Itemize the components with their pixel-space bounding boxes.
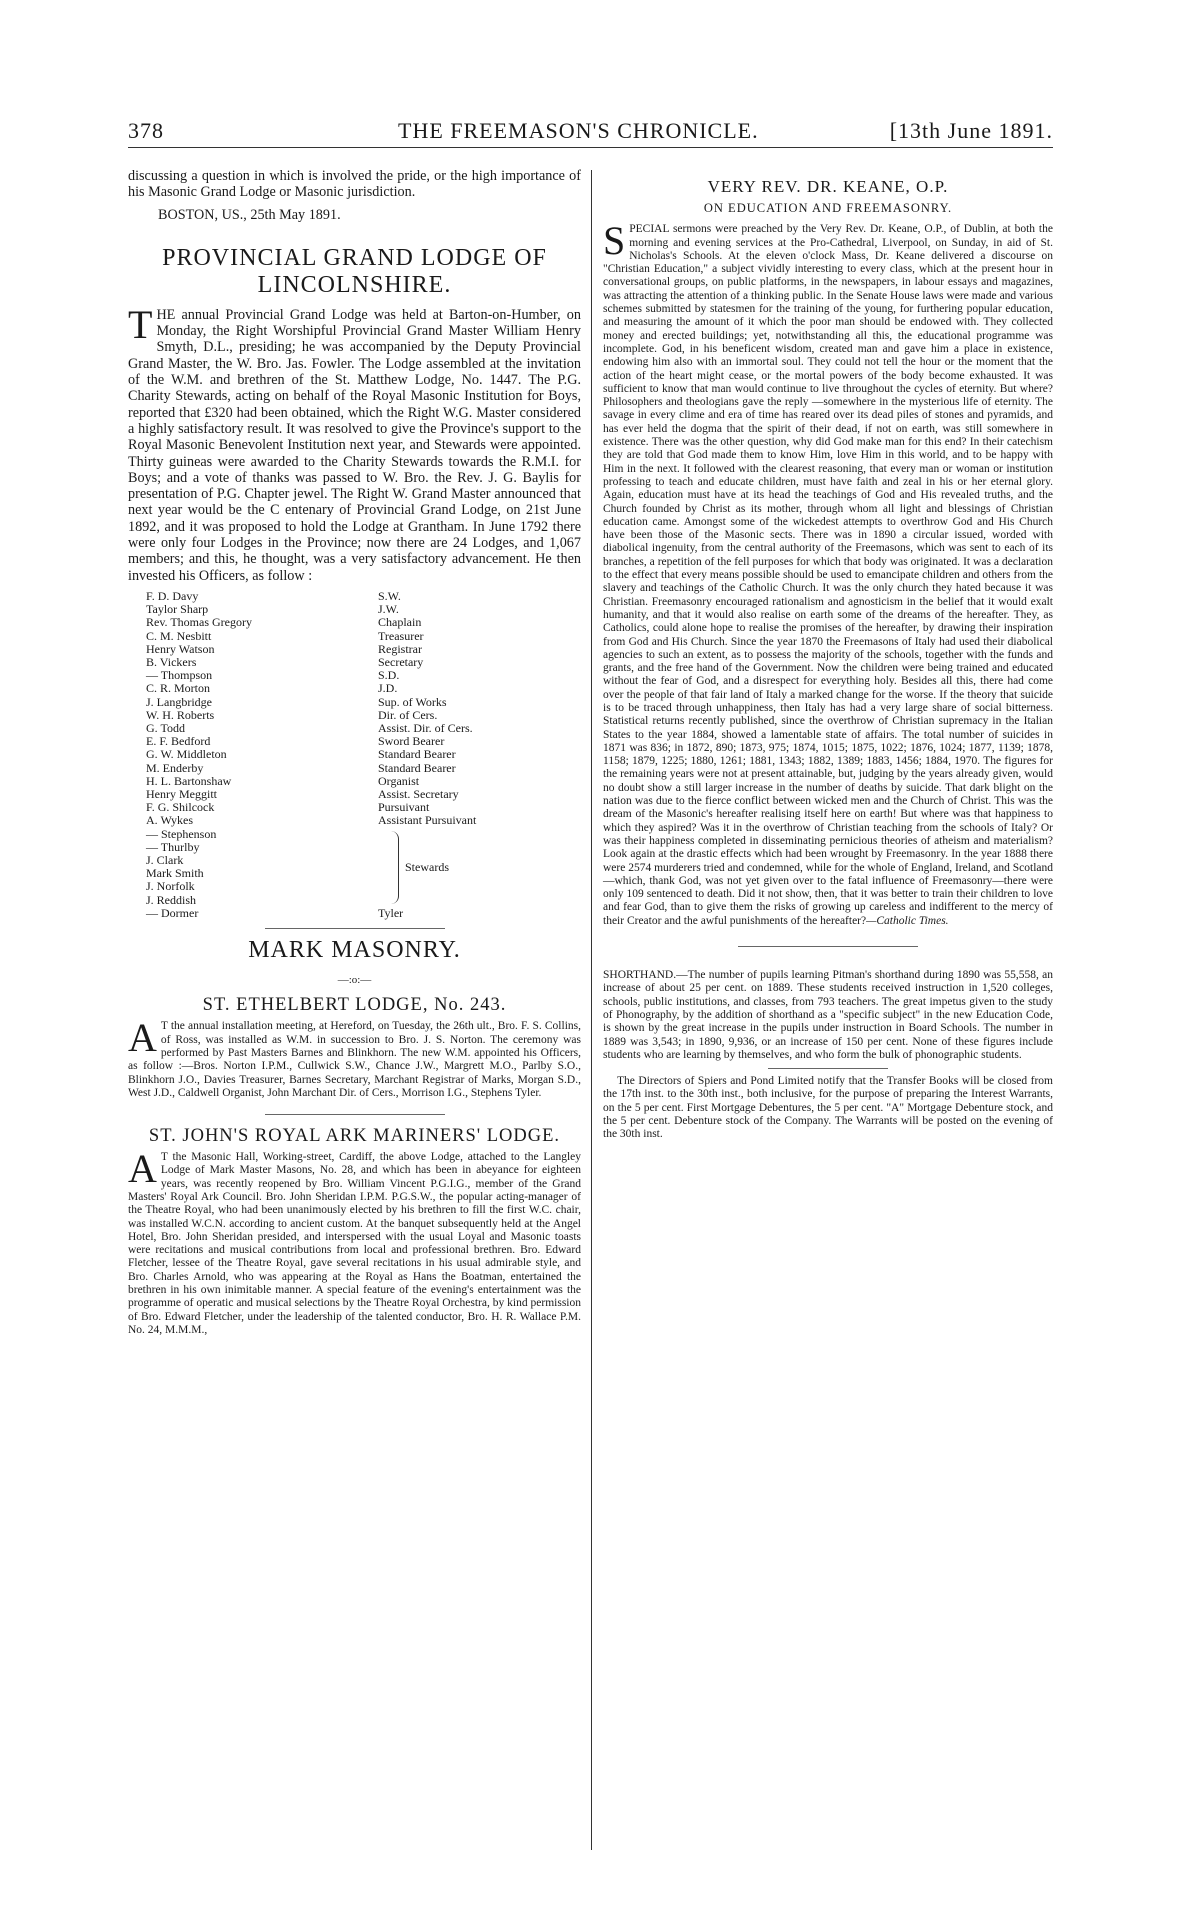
- officer-row: [146, 801, 581, 814]
- steward-name: J. Clark: [146, 853, 184, 867]
- officer-office: Organist: [378, 773, 420, 788]
- officer-office: Treasurer: [378, 628, 424, 643]
- officers-list: [146, 590, 581, 920]
- officer-office: Standard Bearer: [378, 747, 456, 762]
- officer-office: Tyler: [378, 905, 404, 920]
- officer-office: Dir. of Cers.: [378, 707, 438, 722]
- ethelbert-article: [128, 1015, 581, 1100]
- dropcap: A: [128, 1015, 157, 1061]
- shorthand-lead: SHORTHAND.: [603, 969, 677, 982]
- steward-name: J. Norfolk: [146, 879, 195, 894]
- officer-row: [146, 709, 581, 722]
- officer-rows: [146, 590, 581, 828]
- masthead: [128, 118, 1053, 148]
- officer-office: S.W.: [378, 588, 401, 603]
- brace-mark: [378, 831, 399, 904]
- dropcap: T: [128, 301, 153, 347]
- officer-row: [146, 907, 581, 920]
- officer-row: [146, 696, 581, 709]
- officer-name: Taylor Sharp: [146, 602, 209, 617]
- steward-names: [146, 828, 378, 907]
- officer-name: — Thompson: [146, 668, 213, 683]
- officer-office: J.W.: [378, 602, 399, 617]
- officer-name: G. Todd: [146, 720, 185, 735]
- keane-heading: VERY REV. DR. KEANE, O.P.: [707, 177, 949, 196]
- section-divider: [738, 946, 918, 947]
- provincial-body: HE annual Provincial Grand Lodge was held at Barton-on-Humber, on Monday, the Right Worshipful Provincial Grand Master William Henry Smyth, D.L., presiding; he was accompanied by the Deputy Provincial Grand Master, the W. Bro. Jas. Fowler. The Lodge assembled at the invitation of the W.M. and brethren of the St. Matthew Lodge, No. 1447. The P.G. Charity Stewards, acting on behalf of the Royal Masonic Institution for Boys, reported that £320 had been obtained, which the Right W.G. Master considered a highly satisfactory result. It was resolved to give the Province's support to the Royal Masonic Benevolent Institution next year, and Stewards were appointed. Thirty guineas were awarded to the Charity Stewards towards the R.M.I. for Boys; and a vote of thanks was passed to W. Bro. the Rev. J. G. Baylis for presentation of P.G. Chapter jewel. The Right W. Grand Master announced that next year would be the C entenary of Provincial Grand Lodge, on 21st June 1892, and it was proposed to hold the Lodge at Grantham. In June 1792 there were only four Lodges in the Province; now there are 24 Lodges, and 1,067 members; and this, he thought, was a very satisfactory advancement. He then invested his Officers, as follow :: [128, 306, 581, 584]
- officer-name: B. Vickers: [146, 654, 197, 669]
- section-divider: [265, 1114, 445, 1115]
- officer-office: Standard Bearer: [378, 760, 456, 775]
- shorthand-body: —The number of pupils learning Pitman's shorthand during 1890 was 55,558, an increase of about 25 per cent. on 1889. These students received instruction in 1,520 colleges, schools, public institutions, and classes, from 793 teachers. The great impetus given to the study of Phonography, by the addition of shorthand as a "specific subject" in the new Education Code, is shown by the great increase in the pupils under instruction in Board Schools. The number in 1889 was 3,543; in 1890, 9,936, or an increase of 150 per cent. None of these figures include students who are learning by themselves, and who form the bulk of phonographic students.: [603, 969, 1053, 1061]
- left-column: [128, 168, 581, 1337]
- ark-heading: ST. JOHN'S ROYAL ARK MARINERS' LODGE.: [148, 1126, 561, 1147]
- officer-name: F. G. Shilcock: [146, 800, 215, 815]
- officer-row: [146, 616, 581, 629]
- officer-name: W. H. Roberts: [146, 707, 215, 722]
- dropcap: A: [128, 1146, 157, 1192]
- steward-name: Mark Smith: [146, 866, 204, 881]
- officer-row: [146, 775, 581, 788]
- keane-subheading: ON EDUCATION AND FREEMASONRY.: [703, 201, 953, 215]
- spiers-notice: The Directors of Spiers and Pond Limited notify that the Transfer Books will be closed from the 17th inst. to the 30th inst., both inclusive, for the purpose of preparing the Interest Warrants, on the 5 per cent. First Mortgage Debentures, the 5 per cent. "A" Mortgage Debenture stock, and the 5 per cent. Debenture stock of the Company. The Warrants will be posted on the evening of the 30th inst.: [603, 1075, 1053, 1141]
- officer-row: [146, 722, 581, 735]
- ark-body: T the Masonic Hall, Working-street, Cardiff, the above Lodge, attached to the Langley Lodge of Mark Master Masons, No. 28, and which has been in abeyance for eighteen years, was recently reopened by Bro. William Vincent P.G.I.G., member of the Grand Masters' Royal Ark Council. Bro. John Sheridan I.P.M. P.G.S.W., the popular acting-manager of the Theatre Royal, who had been unanimously elected by his brethren to fill the first W.C. chair, was installed W.C.N. according to ancient custom. At the banquet subsequently held at the Angel Hotel, Bro. John Sheridan presided, and interspersed with the usual Loyal and Masonic toasts were recitations and musical contributions from local and professional brethren. Bro. Edward Fletcher, lessee of the Theatre Royal, gave several recitations in his usual admirable style, and Bro. Charles Arnold, who was appearing at the Royal as Hans the Boatman, entertained the brethren in his own inimitable manner. A special feature of the evening's entertainment was the programme of operatic and musical selections by the Theatre Royal Orchestra, by kind permission of Bro. Edward Fletcher, under the leadership of the talented conductor, Bro. H. R. Wallace P.M. No. 24, M.M.M.,: [128, 1151, 581, 1336]
- officer-name: C. R. Morton: [146, 681, 211, 696]
- officer-office: Secretary: [378, 654, 424, 669]
- officer-row: [146, 814, 581, 827]
- officer-name: E. F. Bedford: [146, 734, 211, 749]
- officer-row: [146, 590, 581, 603]
- officer-name: Henry Watson: [146, 641, 215, 656]
- keane-source: —Catholic Times.: [866, 914, 949, 927]
- officer-name: J. Langbridge: [146, 694, 212, 709]
- officer-office: J.D.: [378, 681, 398, 696]
- officer-office: Sword Bearer: [378, 734, 445, 749]
- stewards-group: [146, 828, 581, 907]
- officer-name: G. W. Middleton: [146, 747, 227, 762]
- stewards-label: Stewards: [405, 859, 449, 874]
- officer-office: Registrar: [378, 641, 422, 656]
- issue-date: [13th June 1891.: [889, 118, 1053, 143]
- officer-row: [146, 762, 581, 775]
- officer-office: Pursuivant: [378, 800, 430, 815]
- section-divider: [768, 1068, 888, 1069]
- dropcap: S: [603, 218, 626, 264]
- publication-title: THE FREEMASON'S CHRONICLE.: [398, 118, 759, 143]
- opening-paragraph: discussing a question in which is involved the pride, or the high importance of his Masonic Grand Lodge or Masonic jurisdiction.: [128, 168, 581, 201]
- officer-office: S.D.: [378, 668, 400, 683]
- ethelbert-body: T the annual installation meeting, at Hereford, on Tuesday, the 26th ult., Bro. F. S. Collins, of Ross, was installed as W.M. in succession to Bro. J. S. Norton. The ceremony was performed by Past Masters Barnes and Blinkhorn. The new W.M. appointed his Officers, as follow :—Bros. Norton I.P.M., Cullwick S.W., Chance J.W., Margrett M.O., Parlby S.O., Blinkhorn J.O., Davies Treasurer, Barnes Secretary, Marchant Registrar of Marks, Morgan S.D., West J.D., Caldwell Organist, John Marchant Dir. of Cers., Morrison I.G., Stephens Tyler.: [128, 1020, 581, 1099]
- officer-office: Sup. of Works: [378, 694, 447, 709]
- officer-name: Rev. Thomas Gregory: [146, 615, 252, 630]
- shorthand-article: [603, 969, 1053, 1062]
- officer-row: [146, 643, 581, 656]
- steward-name: — Stephenson: [146, 826, 217, 841]
- keane-article: [603, 218, 1053, 928]
- page-number: 378: [128, 118, 164, 143]
- section-divider: [265, 928, 445, 929]
- right-column: [603, 170, 1053, 1142]
- officer-office: Chaplain: [378, 615, 422, 630]
- letter-signoff: BOSTON, US., 25th May 1891.: [158, 206, 341, 223]
- masthead-rule: [128, 147, 1053, 148]
- officer-office: Assist. Secretary: [378, 786, 459, 801]
- provincial-article: [128, 301, 581, 584]
- officer-office: Assist. Dir. of Cers.: [378, 720, 473, 735]
- ark-article: [128, 1146, 581, 1337]
- officer-name: M. Enderby: [146, 760, 204, 775]
- column-divider: [591, 170, 592, 1850]
- officer-row: [146, 630, 581, 643]
- officer-row: [146, 748, 581, 761]
- officer-office: Assistant Pursuivant: [378, 813, 477, 828]
- officer-row: [146, 669, 581, 682]
- keane-body: PECIAL sermons were preached by the Very Rev. Dr. Keane, O.P., of Dublin, at both the morning and evening services at the Pro-Cathedral, Liverpool, on Sunday, in aid of St. Nicholas's Schools. At the eleven o'clock Mass, Dr. Keane delivered a discourse on "Christian Education," a subject vividly interesting to every class, which at the present hour in conversational groups, on public platforms, in the newspapers, in labour essays and magazines, was attracting the attention of a thinking public. In the Senate House laws were made and various schemes submitted by statesmen for the training of the young, for furthering popular education, and measuring the amount of it which the poor man should be endowed with. They collected money and erected buildings; yet, notwithstanding all this, the educational programme was incomplete. God, in his beneficent wisdom, created man and gave him a place in existence, endowing him also with an immortal soul. They could not tell the hour or the moment that the action of the heart might cease, or the mortal powers of the body become exhausted. It was sufficient to know that man would continue to live throughout the cycles of eternity. But where? Philosophers and theologians gave the reply —somewhere in the mysterious life of eternity. The savage in every clime and era of time has reared over its dead piles of stones and pyramids, and has ever held the dogma that the spirit of their dead, if not on earth, was still somewhere in existence. There was the other question, why did God make man for this end? In their catechism they are told that God made them to know Him, love Him in this world, and to be happy with Him in the next. It followed with the clearest reasoning, that every man or woman or institution professing to teach and educate children, must have faith and zeal in his or her eternal glory. Again, education must have at its head the teachings of God and His revealed truths, and the Church founded by Christ as its mother, through whom all light and blessings of Christian education came. Amongst some of the wickedest attempts to overthrow God and His Church have been those of the Masonic sects. There was in 1890 a circular issued, worded with diabolical ingenuity, from the central authority of the Freemasons, which was sent to each of its branches, a repetition of the fell purposes for which that body was originated. It was a declaration to the effect that every means possible should be used to emancipate children and others from the slavery and teachings of the Catholic Church. It was the only church they hated because it was Christian. Freemasonry encouraged rationalism and agnosticism in the belief that it would exalt humanity, and that it would also realise on earth some of the dreams of the hereafter. They, as Catholics, could alone hope to realise the promises of the hereafter, by drawing their inspiration from God and His Church. Since the year 1870 the Freemasons of Italy had used their diabolical agencies to such an extent, as to possess the majority of the schools, together with the funds and grants, and the free hand of the Government. Now the children were being trained and educated without the fear of God, and a disrespect for everything holy. Besides all this, there had come over the people of that fair land of Italy a marked change for the worse. If the theory that suicide is to be traced through unhappiness, then Italy has had a very large share of social bitterness. Statistical returns recently published, since the overthrow of Christian supremacy in the Italian States to the year 1884, showed a lamentable state of affairs. The total number of suicides in 1871 was 836; in 1872, 890; 1873, 975; 1874, 1015; 1875, 1022; 1876, 1024; 1877, 1139; 1878, 1158; 1879, 1225; 1880, 1261; 1881, 1343; 1882, 1389; 1883, 1456; 1884, 1970. The figures for the remaining years were not at present attainable, but, judging by the years already given, would no doubt show a still larger increase in the number of deaths by suicide. That dark blight on the nation was due to the fierce conflict between wicked men and the Church of Christ. This was the dream of the Masonic's hereafter realising itself here on earth! But where was that happiness to which they aspired? Was it in the overthrow of Christian teaching from the schools of Italy? Or was their happiness completed in disseminating pernicious theories of atheism and materialism? Look again at the drastic effects which had been wrought by Freemasonry. In the year 1888 there were 2574 murderers tried and condemned, while for the whole of England, Ireland, and Scotland—which, thank God, was not yet given over to the fatal influence of Freemasonry—there were only 109 sentenced to death. Did it not show, then, that it was better to train their children to love and fear God, than to give them the risks of growing up careless and indifferent to the mercy of their Creator and the awful punishments of the hereafter?: [603, 223, 1053, 927]
- steward-name: J. Reddish: [146, 892, 197, 907]
- provincial-heading: PROVINCIAL GRAND LODGE OF LINCOLNSHIRE.: [162, 244, 547, 298]
- officer-row: [146, 682, 581, 695]
- ornament: —:o:—: [337, 974, 372, 987]
- officer-name: C. M. Nesbitt: [146, 628, 212, 643]
- officer-name: — Dormer: [146, 905, 199, 920]
- officer-name: H. L. Bartonshaw: [146, 773, 232, 788]
- mark-heading: MARK MASONRY.: [248, 937, 461, 964]
- steward-name: — Thurlby: [146, 839, 200, 854]
- officer-name: F. D. Davy: [146, 588, 199, 603]
- officer-name: A. Wykes: [146, 813, 194, 828]
- ethelbert-heading: ST. ETHELBERT LODGE, No. 243.: [202, 995, 507, 1016]
- officer-name: Henry Meggitt: [146, 786, 217, 801]
